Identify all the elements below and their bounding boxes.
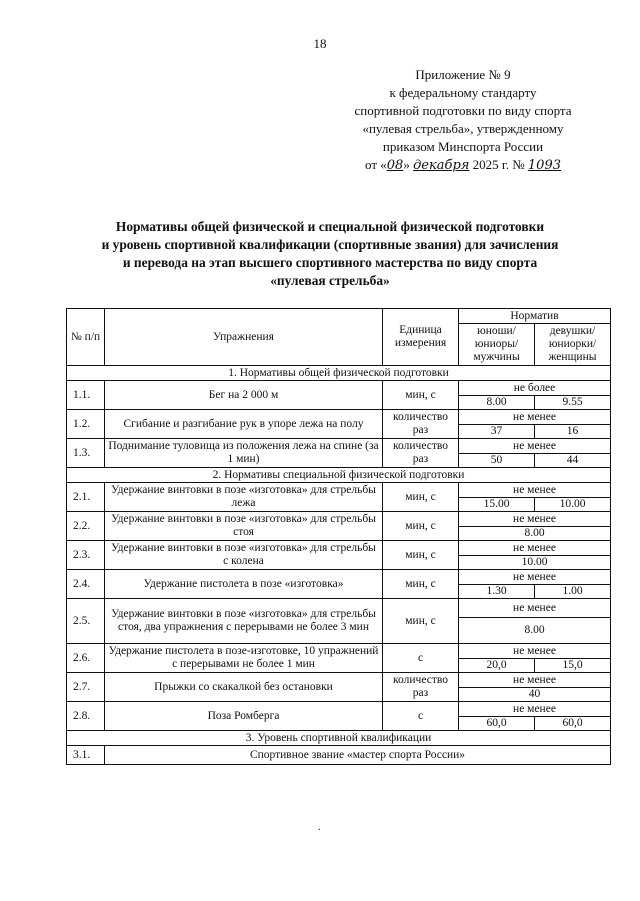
section-title: 3. Уровень спортивной квалификации [67,731,611,746]
norms-table [66,308,611,765]
row-number: 2.3. [67,541,105,570]
row-exercise: Удержание винтовки в позе «изготовка» для стрельбы лежа [105,483,383,512]
appendix-date: от «08» декабря 2025 г. № 1093 [365,157,561,173]
row-number: 2.8. [67,702,105,731]
value-shared: 8.00 [459,527,611,541]
appendix-line: приказом Минспорта России [382,139,544,154]
row-unit: мин, с [383,570,459,599]
qualification-text: Спортивное звание «мастер спорта России» [105,746,611,765]
row-exercise: Удержание винтовки в позе «изготовка» для стрельбы стоя, два упражнения с перерывами не более 3 мин [105,599,383,644]
value-male: 37 [459,425,535,439]
row-exercise: Прыжки со скакалкой без остановки [105,673,383,702]
row-exercise: Удержание винтовки в позе «изготовка» для стрельбы стоя [105,512,383,541]
row-condition: не менее [459,599,611,618]
row-condition: не менее [459,673,611,688]
row-condition: не менее [459,410,611,425]
value-female: 60,0 [535,717,611,731]
footer-mark: . [318,822,321,833]
value-female: 44 [535,454,611,468]
row-unit: с [383,702,459,731]
handwritten-number: 1093 [527,158,561,173]
value-female: 9.55 [535,396,611,410]
header-num: № п/п [67,309,105,366]
row-number: 1.2. [67,410,105,439]
appendix-line: «пулевая стрельба», утвержденному [362,121,564,136]
row-condition: не менее [459,702,611,717]
row-unit: количество раз [383,439,459,468]
row-condition: не более [459,381,611,396]
row-number: 3.1. [67,746,105,765]
value-shared: 40 [459,688,611,702]
value-female: 16 [535,425,611,439]
header-unit: Единица измерения [383,309,459,366]
value-male: 60,0 [459,717,535,731]
row-condition: не менее [459,512,611,527]
row-unit: мин, с [383,483,459,512]
section-title: 1. Нормативы общей физической подготовки [67,366,611,381]
value-female: 15,0 [535,659,611,673]
appendix-block [328,66,598,175]
row-unit: количество раз [383,410,459,439]
header-female: девушки/ юниорки/ женщины [535,324,611,366]
row-number: 2.5. [67,599,105,644]
value-male: 8.00 [459,396,535,410]
document-title: Нормативы общей физической и специальной физической подготовки и уровень спортивной квалификации (спортивные звания) для зачисления и перевода на этап высшего спортивного мастерства по виду спорта «пулевая стрельба» [101,219,559,288]
row-unit: мин, с [383,541,459,570]
row-number: 2.6. [67,644,105,673]
row-condition: не менее [459,483,611,498]
row-unit: мин, с [383,512,459,541]
value-male: 15.00 [459,498,535,512]
row-exercise: Удержание винтовки в позе «изготовка» для стрельбы с колена [105,541,383,570]
value-shared: 10.00 [459,556,611,570]
row-exercise: Бег на 2 000 м [105,381,383,410]
handwritten-month: декабря [413,158,470,173]
row-number: 2.4. [67,570,105,599]
value-female: 10.00 [535,498,611,512]
row-number: 2.1. [67,483,105,512]
value-female: 1.00 [535,585,611,599]
header-exercise: Упражнения [105,309,383,366]
row-exercise: Поза Ромберга [105,702,383,731]
row-number: 2.2. [67,512,105,541]
row-unit: количество раз [383,673,459,702]
value-male: 50 [459,454,535,468]
row-unit: мин, с [383,599,459,644]
appendix-line: спортивной подготовки по виду спорта [354,103,572,118]
page-number: 18 [313,36,327,51]
row-unit: мин, с [383,381,459,410]
row-condition: не менее [459,570,611,585]
section-title: 2. Нормативы специальной физической подготовки [67,468,611,483]
header-male: юноши/ юниоры/ мужчины [459,324,535,366]
row-exercise: Поднимание туловища из положения лежа на спине (за 1 мин) [105,439,383,468]
row-condition: не менее [459,439,611,454]
row-number: 1.3. [67,439,105,468]
row-exercise: Удержание пистолета в позе-изготовке, 10 упражнений с перерывами не более 1 мин [105,644,383,673]
row-exercise: Сгибание и разгибание рук в упоре лежа на полу [105,410,383,439]
appendix-line: Приложение № 9 [415,67,511,82]
row-condition: не менее [459,644,611,659]
row-unit: с [383,644,459,673]
row-number: 2.7. [67,673,105,702]
row-exercise: Удержание пистолета в позе «изготовка» [105,570,383,599]
value-male: 20,0 [459,659,535,673]
value-male: 1.30 [459,585,535,599]
appendix-line: к федеральному стандарту [389,85,537,100]
header-norm: Норматив [459,309,611,324]
row-number: 1.1. [67,381,105,410]
value-shared: 8.00 [459,618,611,644]
handwritten-day: 08 [386,158,404,173]
row-condition: не менее [459,541,611,556]
